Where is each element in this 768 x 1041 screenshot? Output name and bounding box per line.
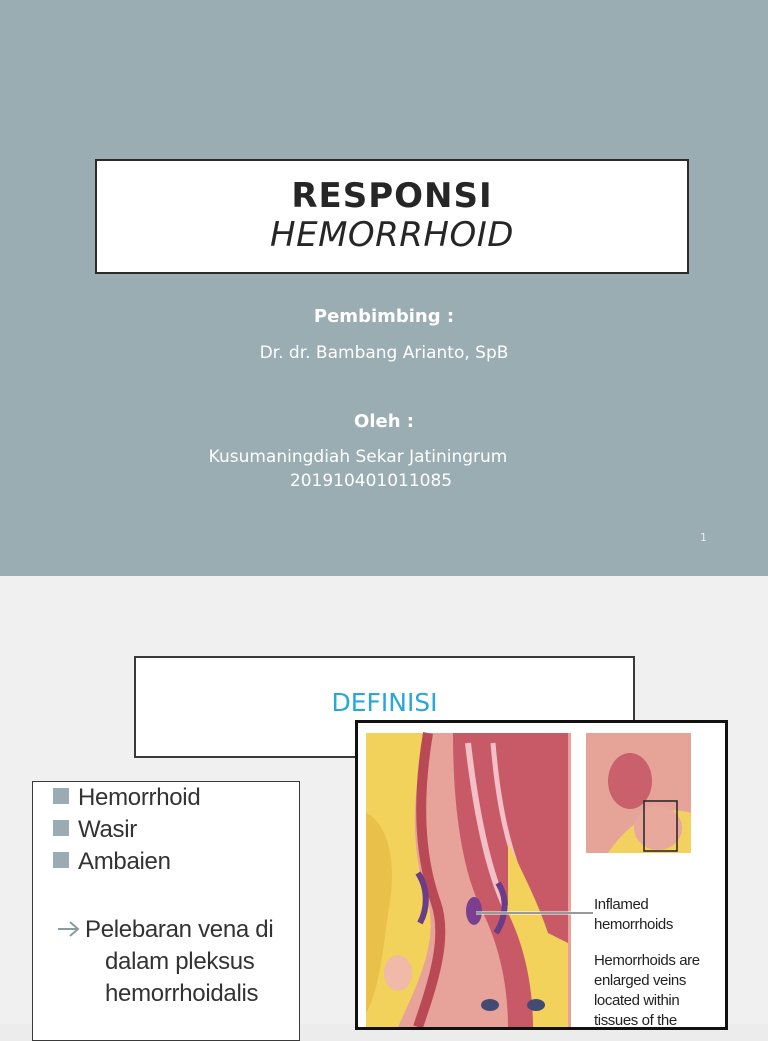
supervisor-name: Dr. dr. Bambang Arianto, SpB [259, 343, 509, 363]
list-item [53, 784, 293, 816]
figure-caption-line: enlarged veins [594, 972, 686, 989]
definition-list [32, 781, 300, 1041]
figure-caption-line: located within [594, 992, 680, 1009]
arrow-right-icon [57, 918, 81, 946]
list-item-label: Hemorrhoid [78, 784, 201, 811]
author-name: Kusumaningdiah Sekar Jatiningrum [208, 447, 508, 467]
author-id: 201910401011085 [289, 471, 453, 491]
list-item-label: Ambaien [78, 848, 171, 875]
definition-slide [0, 576, 768, 1029]
square-bullet-icon [53, 820, 69, 836]
anatomy-illustration [355, 720, 728, 1030]
figure-caption-line: tissues of the [594, 1012, 677, 1029]
slide-title: RESPONSI [291, 176, 493, 216]
page-number: 1 [700, 531, 707, 544]
figure-label-line: hemorrhoids [594, 916, 673, 933]
figure-label-line: Inflamed [594, 896, 649, 913]
slide-subtitle: HEMORRHOID [270, 215, 514, 255]
figure-caption-line: Hemorrhoids are [594, 952, 700, 969]
supervisor-label: Pembimbing : [313, 306, 455, 327]
list-item [53, 848, 293, 880]
author-label: Oleh : [354, 411, 414, 432]
square-bullet-icon [53, 788, 69, 804]
figure-caption [594, 951, 700, 1030]
square-bullet-icon [53, 852, 69, 868]
definition-line-2: dalam pleksus [105, 948, 255, 975]
figure-label-inflamed [594, 895, 673, 935]
definition-title: DEFINISI [331, 688, 438, 717]
list-item [53, 816, 293, 848]
definition-line-1: Pelebaran vena di [85, 916, 274, 943]
title-box [95, 159, 689, 274]
definition-text-lines [85, 914, 273, 1010]
list-item-label: Wasir [78, 816, 137, 843]
definition-line-3: hemorrhoidalis [105, 980, 259, 1007]
